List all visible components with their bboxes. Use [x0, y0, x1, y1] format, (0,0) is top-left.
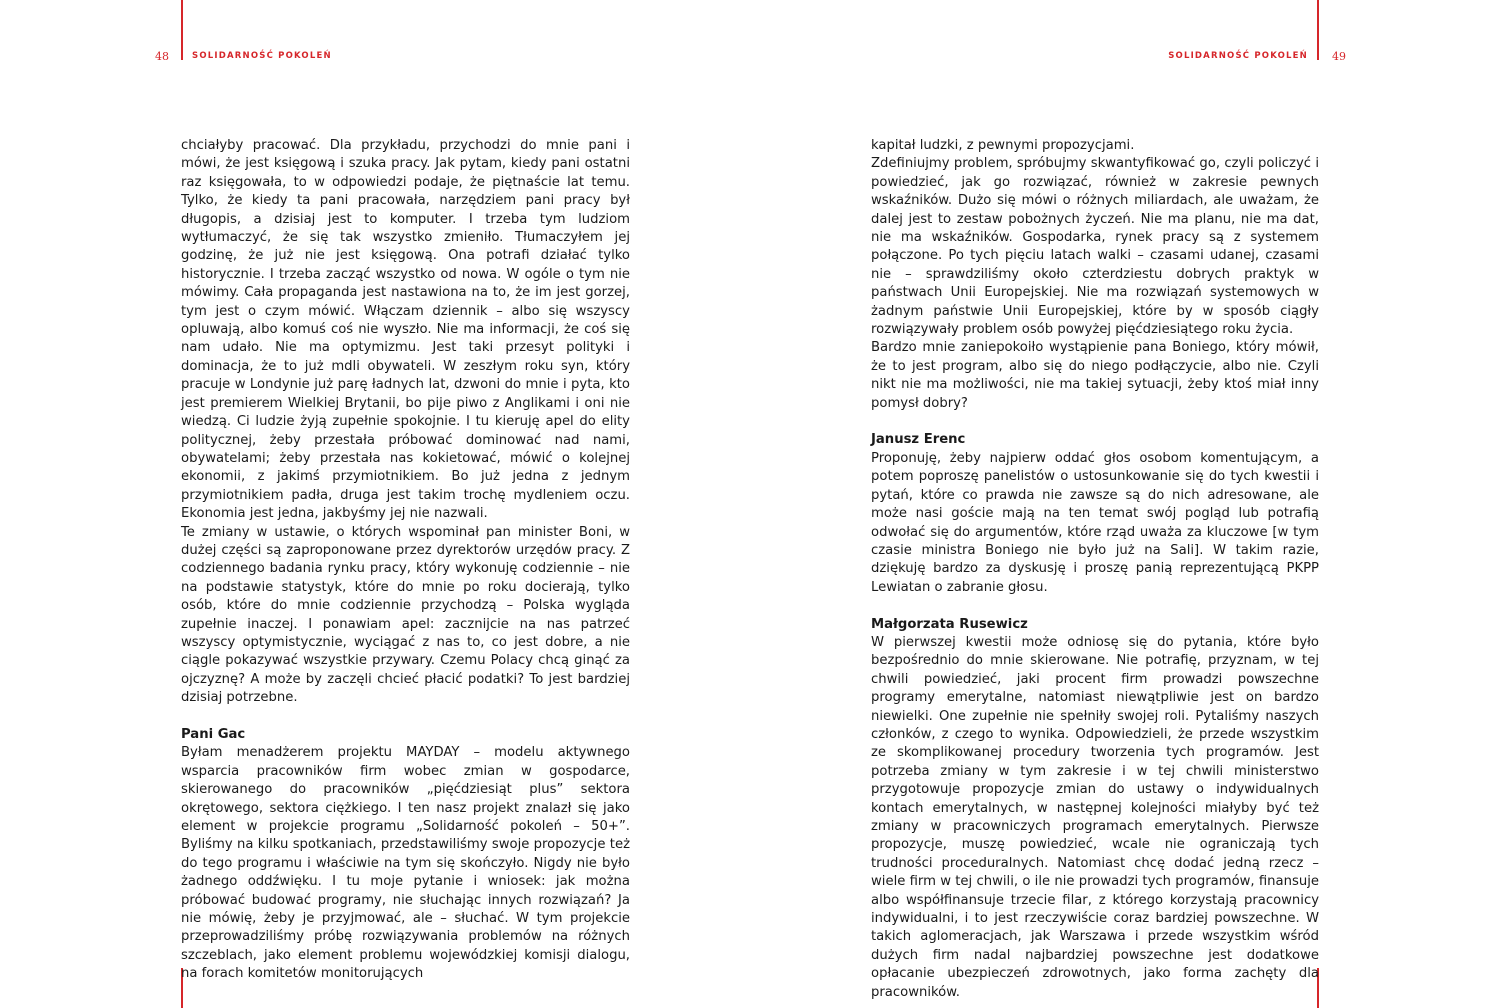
- speaker-name: Małgorzata Rusewicz: [871, 616, 1028, 632]
- paragraph: Te zmiany w ustawie, o których wspominał pan minister Boni, w dużej części są zaproponowane przez dyrektorów urzędów pracy. Z codziennego badania rynku pracy, który wykonuję codziennie – nie na podstawie statystyk, które do mnie po roku docierają, tylko osób, które do mnie codziennie przychodzą – Polska wygląda zupełnie inaczej. I ponawiam apel: zacznijcie na nas patrzeć wszyscy optymistycznie, wyciągać z nas to, co jest dobre, a nie ciągle pokazywać wszystkie przywary. Czemu Polacy chcą ginąć za ojczyznę? A może by zaczęli chcieć płacić podatki? To jest bardziej dzisiaj potrzebne.: [181, 524, 630, 706]
- paragraph-gap: [181, 708, 630, 726]
- paragraph-gap: [871, 413, 1319, 431]
- right-page-header: [1100, 50, 1400, 66]
- left-page-number: 48: [155, 50, 169, 63]
- left-running-title: SOLIDARNOŚĆ POKOLEŃ: [192, 51, 332, 61]
- paragraph: W pierwszej kwestii może odniosę się do pytania, które było bezpośrednio do mnie skierowane. Nie potrafię, przyznam, w tej chwili powiedzieć, jaki procent firm prowadzi powszechne programy emerytalne, natomiast niewątpliwie jest on bardzo niewielki. One zupełnie nie spełniły swojej roli. Pytaliśmy naszych członków, z czego to wynika. Odpowiedzieli, że przede wszystkim ze skomplikowanej procedury tworzenia tych programów. Jest potrzeba zmiany w tym zakresie i w tej chwili ministerstwo przygotowuje propozycje zmian do ustawy o indywidualnych kontach emerytalnych, w następnej kolejności miałyby być też zmiany w pracowniczych programach emerytalnych. Pierwsze propozycje, muszę powiedzieć, wcale nie ograniczają tych trudności proceduralnych. Natomiast chcę dodać jedną rzecz – wiele firm w tej chwili, o ile nie prowadzi tych programów, finansuje albo współfinansuje trzecie filar, z którego korzystają pracownicy indywidualni, i to jest rzeczywiście coraz bardziej powszechne. W takich aglomeracjach, jak Warszawa i przede wszystkim wśród dużych firm nadal najbardziej powszechne jest dodatkowe opłacanie ubezpieczeń zdrowotnych, jako forma zachęty dla pracowników.: [871, 634, 1319, 1000]
- paragraph: Zdefiniujmy problem, spróbujmy skwantyfikować go, czyli policzyć i powiedzieć, jak go rozwiązać, również w zakresie pewnych wskaźników. Dużo się mówi o różnych miliardach, ale uważam, że dalej jest to zestaw pobożnych życzeń. Nie ma planu, nie ma dat, nie ma wskaźników. Gospodarka, rynek pracy są z systemem połączone. Po tych pięciu latach walki – czasami udanej, czasami nie – sprawdziliśmy około czterdziestu dobrych praktyk w państwach Unii Europejskiej. Nie ma rozwiązań systemowych w żadnym państwie Unii Europejskiej, które by w sposób ciągły rozwiązywały problem osób powyżej pięćdziesiątego roku życia.: [871, 156, 1319, 338]
- paragraph-gap: [871, 597, 1319, 615]
- paragraph: chciałyby pracować. Dla przykładu, przychodzi do mnie pani i mówi, że jest księgową i szuka pracy. Jak pytam, kiedy pani ostatni raz księgowała, to w odpowiedzi podaje, że piętnaście lat temu. Tylko, że kiedy ta pani pracowała, narzędziem pani pracy był długopis, a dzisiaj jest to komputer. I trzeba tym ludziom wytłumaczyć, że się tak wszystko zmieniło. Tłumaczyłem jej godzinę, że już nie jest księgową. Ona potrafi działać tylko historycznie. I trzeba zacząć wszystko od nowa. W ogóle o tym nie mówimy. Cała propaganda jest nastawiona na to, że im jest gorzej, tym jest o czym mówić. Włączam dziennik – albo się wszyscy opluwają, albo komuś coś nie wyszło. Nie ma informacji, że coś się nam udało. Nie ma optymizmu. Jest taki przesyt polityki i dominacja, że to już mdli obywateli. W zeszłym roku syn, który pracuje w Londynie już parę ładnych lat, dzwoni do mnie i pyta, kto jest premierem Wielkiej Brytanii, bo pije piwo z Anglikami i oni nie wiedzą. Ci ludzie żyją zupełnie spokojnie. I tu kieruję apel do elity politycznej, żeby przestała próbować dominować nad nami, obywatelami; żeby przestała nas kokietować, mówić o kolejnej ekonomii, z jakimś przymiotnikiem. Bo już jedna z jednym przymiotnikiem padła, druga jest takim trochę mydleniem oczu. Ekonomia jest jedna, jakbyśmy jej nie nazwali.: [181, 138, 630, 522]
- paragraph: Bardzo mnie zaniepokoiło wystąpienie pana Boniego, który mówił, że to jest program, albo się do niego podłączycie, albo nie. Czyli nikt nie ma możliwości, nie ma takiej sytuacji, żeby ktoś miał inny pomysł dobry?: [871, 340, 1319, 411]
- paragraph: Byłam menadżerem projektu MAYDAY – modelu aktywnego wsparcia pracowników firm wobec zmian w gospodarce, skierowanego do pracowników „pięćdziesiąt plus” sektora okrętowego, sektora ciężkiego. I ten nasz projekt znalazł się jako element w projekcie programu „Solidarność pokoleń – 50+”. Byliśmy na kilku spotkaniach, przedstawiliśmy swoje propozycje też do tego programu i właściwie na tym się skończyło. Nigdy nie było żadnego oddźwięku. I tu moje pytanie i wniosek: jak można próbować budować programy, nie słuchając innych rozwiązań? Ja nie mówię, żeby je przyjmować, ale – słuchać. W tym projekcie przeprowadziliśmy próbę rozwiązywania problemów na różnych szczeblach, jako element problemu wojewódzkiej komisji dialogu, na forach komitetów monitorujących: [181, 745, 630, 982]
- paragraph: Proponuję, żeby najpierw oddać głos osobom komentującym, a potem poproszę panelistów o ustosunkowanie się do tych kwestii i pytań, które co prawda nie zawsze są do nich adresowane, ale może nasi goście mają na ten temat swój pogląd lub potrafią odwołać się do argumentów, które rząd uważa za kluczowe [w tym czasie ministra Boniego nie było już na Sali]. W takim razie, dziękuję bardzo za dyskusję i proszę panią reprezentującą PKPP Lewiatan o zabranie głosu.: [871, 450, 1319, 595]
- speaker-name: Janusz Erenc: [871, 432, 966, 448]
- right-page-body: [871, 137, 1319, 1002]
- left-page-header: [0, 50, 400, 66]
- right-page-number: 49: [1332, 50, 1346, 63]
- paragraph: kapitał ludzki, z pewnymi propozycjami.: [871, 138, 1135, 153]
- speaker-name: Pani Gac: [181, 726, 246, 742]
- right-running-title: SOLIDARNOŚĆ POKOLEŃ: [1168, 51, 1308, 61]
- left-page-body: [181, 137, 630, 984]
